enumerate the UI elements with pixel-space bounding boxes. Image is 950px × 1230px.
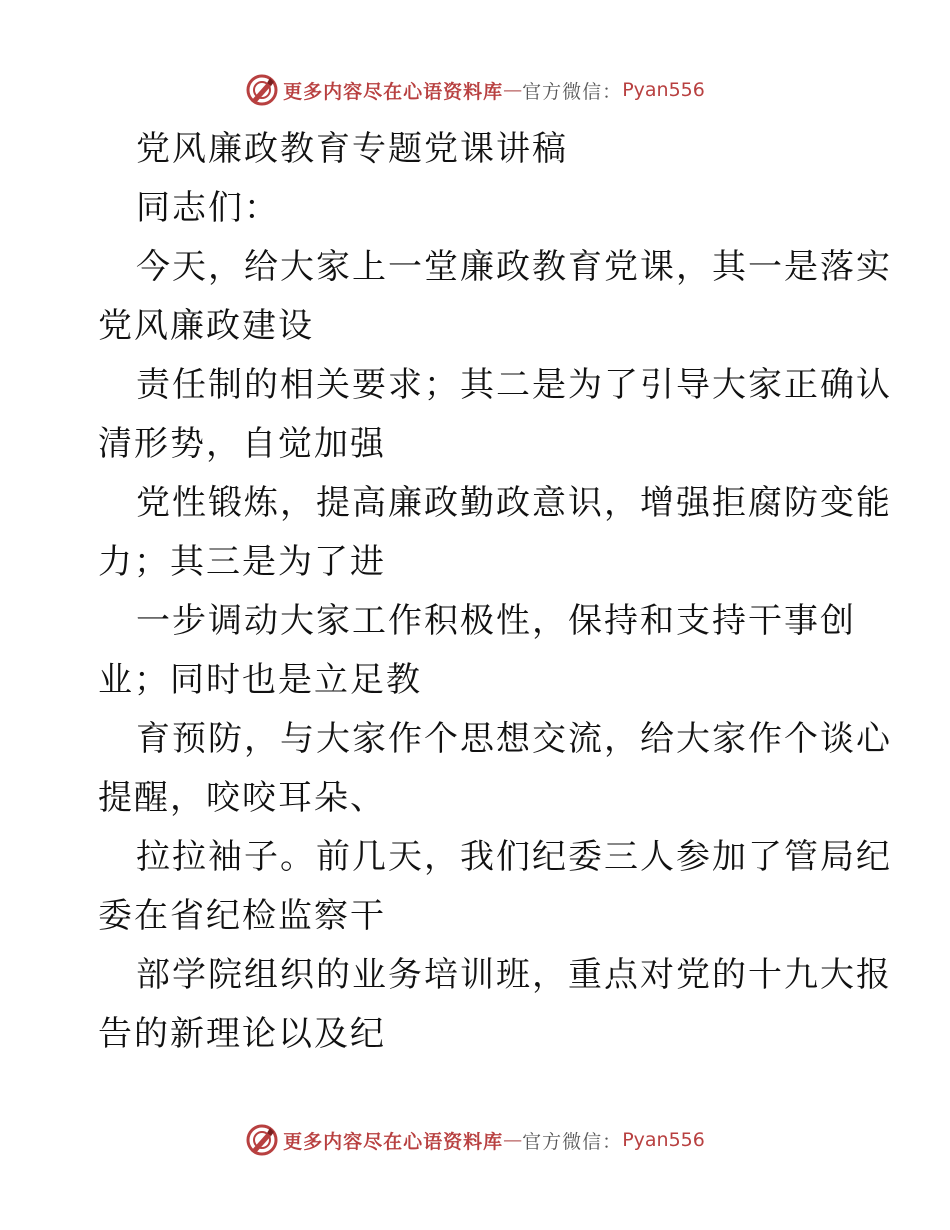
header-banner — [0, 70, 950, 110]
banner-dash: — — [503, 79, 523, 101]
banner-wechat-id: Pyan556 — [622, 1129, 705, 1151]
paragraph-line: 力；其三是为了进 — [98, 542, 386, 582]
pen-logo-icon — [245, 1123, 279, 1157]
paragraph-line: 委在省纪检监察干 — [98, 896, 386, 936]
banner-promo-text: 更多内容尽在心语资料库 — [283, 80, 504, 103]
paragraph-line: 党风廉政建设 — [98, 306, 314, 346]
banner-promo-text: 更多内容尽在心语资料库 — [283, 1130, 504, 1153]
paragraph-line: 清形势，自觉加强 — [98, 424, 386, 464]
paragraph-line: 部学院组织的业务培训班，重点对党的十九大报 — [136, 955, 892, 995]
paragraph-line: 一步调动大家工作积极性，保持和支持干事创 — [136, 601, 856, 641]
banner-wechat-label: 官方微信： — [522, 1130, 623, 1153]
paragraph-line: 同志们： — [136, 188, 280, 228]
paragraph-line: 党性锻炼，提高廉政勤政意识，增强拒腐防变能 — [136, 483, 892, 523]
document-title: 党风廉政教育专题党课讲稿 — [136, 129, 568, 169]
footer-banner — [0, 1120, 950, 1160]
banner-wechat-id: Pyan556 — [622, 79, 705, 101]
document-body — [98, 120, 892, 1064]
banner-dash: — — [503, 1129, 523, 1151]
pen-logo-icon — [245, 73, 279, 107]
banner-wechat-label: 官方微信： — [522, 80, 623, 103]
paragraph-line: 今天，给大家上一堂廉政教育党课，其一是落实 — [136, 247, 892, 287]
paragraph-line: 拉拉袖子。前几天，我们纪委三人参加了管局纪 — [136, 837, 892, 877]
paragraph-line: 业；同时也是立足教 — [98, 660, 422, 700]
paragraph-line: 提醒，咬咬耳朵、 — [98, 778, 386, 818]
paragraph-line: 告的新理论以及纪 — [98, 1014, 386, 1054]
paragraph-line: 责任制的相关要求；其二是为了引导大家正确认 — [136, 365, 892, 405]
paragraph-line: 育预防，与大家作个思想交流，给大家作个谈心 — [136, 719, 892, 759]
